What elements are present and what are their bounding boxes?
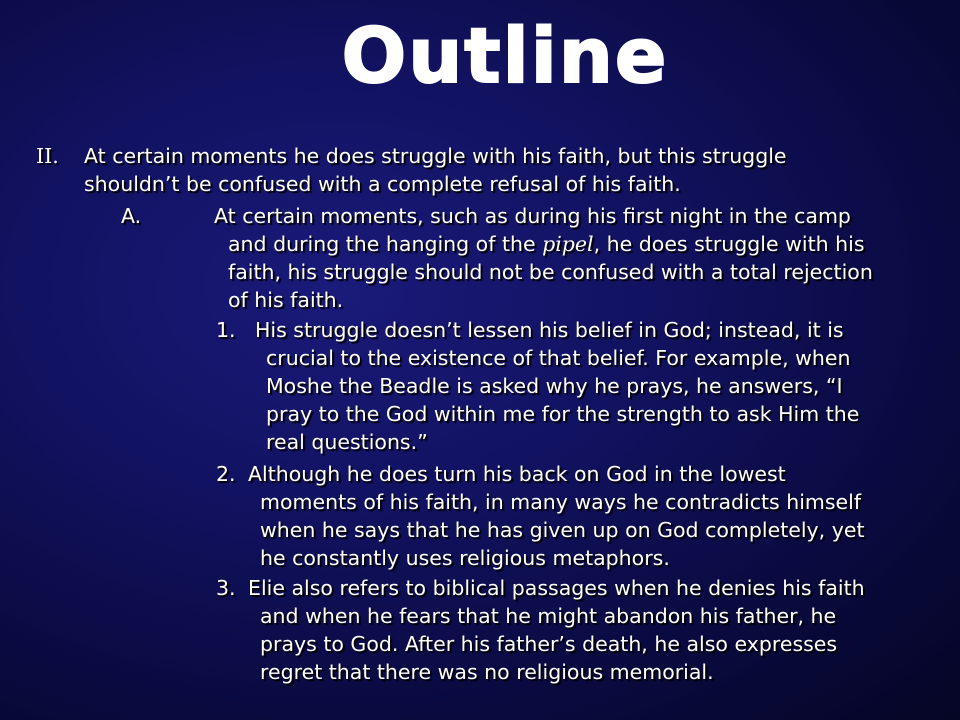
point-a-line: faith, his struggle should not be confused with a total rejection	[228, 260, 873, 284]
sub-point-3-line: and when he fears that he might abandon his father, he	[260, 604, 837, 628]
pipel-italic-text: pipel	[542, 232, 594, 256]
point-ii-marker: II.	[36, 144, 59, 168]
point-ii-line: At certain moments he does struggle with his faith, but this struggle	[84, 144, 787, 168]
sub-point-3-line: regret that there was no religious memorial.	[260, 660, 714, 684]
point-a-line: At certain moments, such as during his first night in the camp	[214, 204, 851, 228]
sub-point-2-line: when he says that he has given up on God completely, yet	[260, 518, 865, 542]
sub-point-3-marker: 3.	[216, 576, 236, 600]
point-a-line: of his faith.	[228, 288, 344, 312]
slide-title: Outline	[341, 11, 669, 100]
sub-point-3-line: Elie also refers to biblical passages when he denies his faith	[248, 576, 865, 600]
sub-point-1-line: Moshe the Beadle is asked why he prays, he answers, “I	[266, 374, 843, 398]
sub-point-1-line: real questions.”	[266, 430, 428, 454]
sub-point-2-line: moments of his faith, in many ways he contradicts himself	[260, 490, 862, 514]
sub-point-1-line: crucial to the existence of that belief. For example, when	[266, 346, 851, 370]
sub-point-1-line: His struggle doesn’t lessen his belief in God; instead, it is	[255, 318, 844, 342]
sub-point-1-marker: 1.	[216, 318, 236, 342]
sub-point-1-line: pray to the God within me for the strength to ask Him the	[266, 402, 860, 426]
point-a-line: and during the hanging of the pipel, he does struggle with his	[228, 232, 865, 256]
sub-point-2-line: Although he does turn his back on God in the lowest	[248, 462, 786, 486]
sub-point-3-line: prays to God. After his father’s death, he also expresses	[260, 632, 838, 656]
point-ii-line: shouldn’t be confused with a complete refusal of his faith.	[84, 172, 681, 196]
sub-point-2-marker: 2.	[216, 462, 236, 486]
sub-point-2-line: he constantly uses religious metaphors.	[260, 546, 670, 570]
point-a-marker: A.	[121, 204, 142, 228]
